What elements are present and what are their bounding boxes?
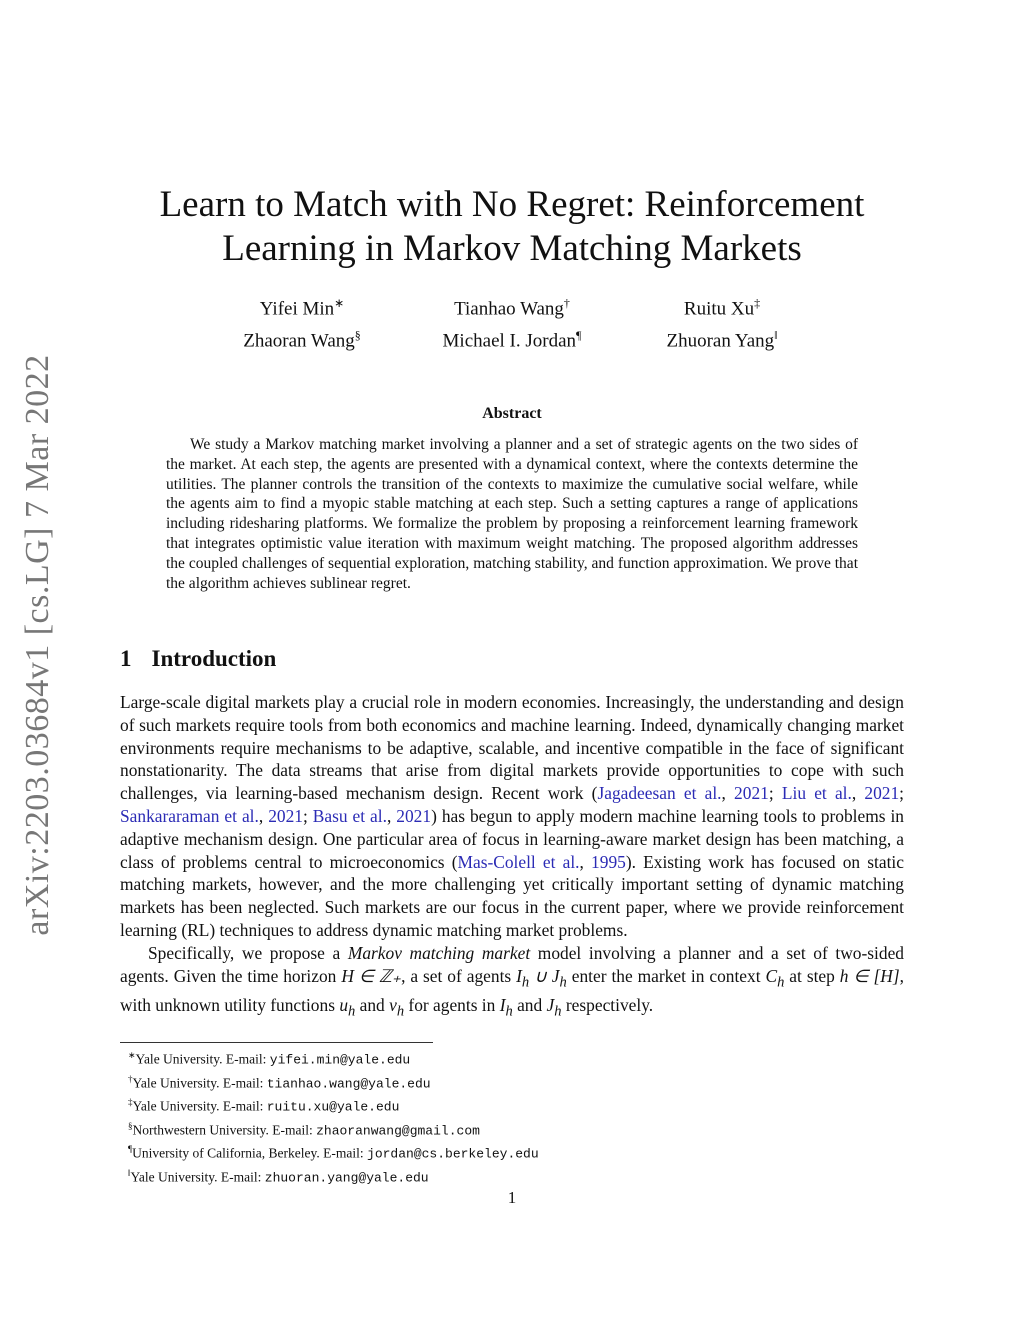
abstract-heading: Abstract bbox=[482, 405, 542, 422]
abstract-text: We study a Markov matching market involving a planner and a set of strategic agents on the two sides of the market. At each step, the agents are presented with a dynamical context, where the contexts determine the utilities. The planner controls the transition of the contexts to maximize the cumulative social welfare, while the agents aim to find a myopic stable matching at each step. Such a setting captures a range of applications including ridesharing platforms. We formalize the problem by proposing a reinforcement learning framework that integrates optimistic value iteration with maximum weight matching. The proposed algorithm addresses the coupled challenges of sequential exploration, matching stability, and function approximation. We prove that the algorithm achieves sublinear regret. bbox=[166, 436, 858, 592]
section-number: 1 bbox=[120, 646, 132, 671]
footnote: §Northwestern University. E-mail: zhaoranwang@gmail.com bbox=[128, 1120, 480, 1138]
footnote: †Yale University. E-mail: tianhao.wang@yale.edu bbox=[128, 1073, 431, 1091]
citation-year-link[interactable]: 2021 bbox=[268, 805, 303, 826]
citation-link[interactable]: Liu et al. bbox=[781, 783, 852, 804]
citation-year-link[interactable]: 2021 bbox=[864, 783, 900, 804]
math: $C_h$ bbox=[765, 965, 785, 991]
email: jordan@cs.berkeley.edu bbox=[367, 1146, 539, 1162]
section-title: Introduction bbox=[151, 646, 277, 671]
title-line-1: Learn to Match with No Regret: Reinforcement bbox=[159, 184, 865, 225]
citation-link[interactable]: Jagadeesan et al. bbox=[597, 783, 722, 804]
footnotes bbox=[128, 1046, 539, 1187]
citation-link[interactable]: Basu et al. bbox=[312, 805, 387, 826]
email: tianhao.wang@yale.edu bbox=[266, 1076, 431, 1091]
author-6: Zhuoran Yang‖ bbox=[666, 328, 778, 352]
paragraph-1: Large-scale digital markets play a crucial role in modern economies. Increasingly, the understanding and design of such markets require tools from both economics and machine learning. Indeed, dynamically changing market environments require mechanisms to be adaptive, scalable, and incentive compatible in the face of significant nonstationarity. The data streams that arise from digital markets provide opportunities to cope with such challenges, via learning-based mechanism design. Recent work (Jagadeesan et al., 2021; Liu et al., 2021; Sankararaman et al., 2021; Basu et al., 2021) has begun to apply modern machine learning tools to problems in adaptive mechanism design. One particular area of focus in learning-aware market design has been matching, a class of problems central to microeconomics (Mas-Colell et al., 1995). Existing work has focused on static matching markets, however, and the more challenging yet critically important setting of dynamic matching markets has been neglected. Such markets are our focus in the current paper, where we provide reinforcement learning (RL) techniques to address dynamic matching market problems. bbox=[120, 692, 905, 940]
citation-year-link[interactable]: 1995 bbox=[591, 851, 626, 872]
citation-link[interactable]: Mas-Colell et al. bbox=[457, 851, 580, 872]
body-text bbox=[120, 691, 904, 1023]
email: zhuoran.yang@yale.edu bbox=[264, 1170, 429, 1185]
footnote: ∗Yale University. E-mail: yifei.min@yale.edu bbox=[128, 1050, 411, 1068]
footnote: ¶University of California, Berkeley. E-mail: jordan@cs.berkeley.edu bbox=[128, 1144, 539, 1162]
paragraph-2: Specifically, we propose a Markov matching market model involving a planner and a set of two-sided agents. Given the time horizon H ∈ ℤ₊, a set of agents $I_h$ ∪ $J_h$ enter the market in context $C_h$ at step h ∈ [H], with unknown utility functions $u_h$ and $v_h$ for agents in $I_h$ and $J_h$ respectively. bbox=[120, 942, 904, 1020]
footnote-rule bbox=[120, 1042, 433, 1043]
math: $I_h$ ∪ $J_h$ bbox=[516, 965, 567, 991]
footnote: ‖Yale University. E-mail: zhuoran.yang@yale.edu bbox=[128, 1167, 429, 1185]
math: $J_h$ bbox=[546, 994, 562, 1020]
author-5: Michael I. Jordan¶ bbox=[442, 328, 582, 352]
author-3: Ruitu Xu‡ bbox=[683, 296, 761, 320]
citation-year-link[interactable]: 2021 bbox=[734, 783, 769, 804]
arxiv-sidebar-stamp bbox=[12, 354, 64, 936]
math: H ∈ ℤ₊ bbox=[341, 965, 402, 986]
math: h ∈ [H] bbox=[839, 965, 900, 986]
section-heading bbox=[120, 646, 276, 672]
page-number: 1 bbox=[507, 1188, 517, 1207]
paper-title bbox=[120, 183, 904, 271]
author-2: Tianhao Wang† bbox=[454, 296, 570, 320]
author-4: Zhaoran Wang§ bbox=[243, 328, 361, 352]
title-line-2: Learning in Markov Matching Markets bbox=[222, 228, 802, 269]
citation-link[interactable]: Sankararaman et al. bbox=[120, 805, 259, 826]
citation-year-link[interactable]: 2021 bbox=[396, 805, 432, 826]
author-block bbox=[120, 290, 904, 355]
math: $u_h$ bbox=[339, 994, 356, 1020]
email: zhaoranwang@gmail.com bbox=[316, 1123, 480, 1138]
email: ruitu.xu@yale.edu bbox=[266, 1099, 400, 1115]
math: $v_h$ bbox=[389, 994, 405, 1020]
math: $I_h$ bbox=[499, 994, 513, 1020]
author-1: Yifei Min∗ bbox=[259, 296, 345, 320]
footnote: ‡Yale University. E-mail: ruitu.xu@yale.edu bbox=[128, 1097, 400, 1115]
email: yifei.min@yale.edu bbox=[269, 1052, 411, 1068]
arxiv-identifier: arXiv:2203.03684v1 [cs.LG] 7 Mar 2022 bbox=[19, 354, 56, 936]
